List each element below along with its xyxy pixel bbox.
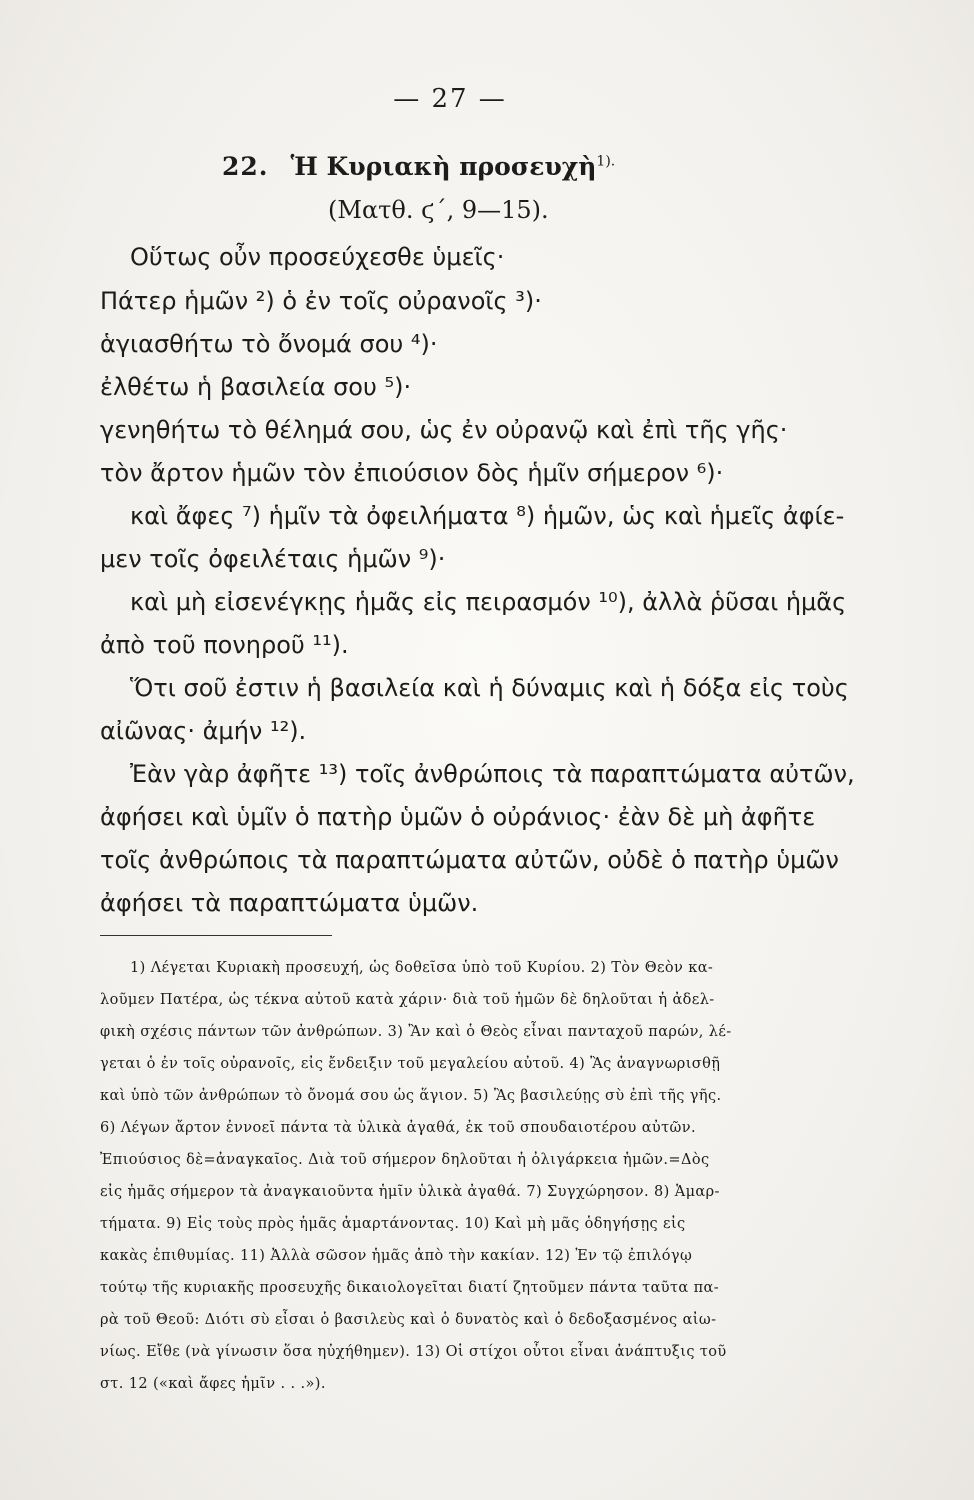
text-line: τοῖς ἀνθρώποις τὰ παραπτώματα αὐτῶν, οὐδὲ ὁ πατὴρ ὑμῶν <box>100 846 839 874</box>
text-line: Οὕτως οὖν προσεύχεσθε ὑμεῖς· <box>130 243 505 271</box>
text-line: ἀπὸ τοῦ πονηροῦ ¹¹). <box>100 631 349 659</box>
footnote-separator <box>100 935 332 936</box>
footnote-line: τούτῳ τῆς κυριακῆς προσευχῆς δικαιολογεῖται διατί ζητοῦμεν πάντα ταῦτα πα- <box>100 1280 720 1296</box>
text-line: τὸν ἄρτον ἡμῶν τὸν ἐπιούσιον δὸς ἡμῖν σήμερον ⁶)· <box>100 459 724 487</box>
footnote-line: 1) Λέγεται Κυριακὴ προσευχή, ὡς δοθεῖσα ὑπὸ τοῦ Κυρίου. 2) Τὸν Θεὸν κα- <box>130 960 714 976</box>
page-number: — 27 — <box>393 84 507 114</box>
footnote-line: τήματα. 9) Εἰς τοὺς πρὸς ἡμᾶς ἁμαρτάνοντας. 10) Καὶ μὴ μᾶς ὁδηγήσῃς εἰς <box>100 1216 686 1232</box>
heading-footnote-marker: 1). <box>596 153 616 170</box>
text-line: Ἐὰν γὰρ ἀφῆτε ¹³) τοῖς ἀνθρώποις τὰ παραπτώματα αὐτῶν, <box>130 760 855 788</box>
section-heading <box>222 152 615 181</box>
text-line: καὶ ἄφες ⁷) ἡμῖν τὰ ὀφειλήματα ⁸) ἡμῶν, ὡς καὶ ἡμεῖς ἀφίε- <box>130 502 845 530</box>
text-line: ἁγιασθήτω τὸ ὄνομά σου ⁴)· <box>100 330 438 358</box>
footnote-line: Ἐπιούσιος δὲ=ἀναγκαῖος. Διὰ τοῦ σήμερον δηλοῦται ἡ ὀλιγάρκεια ἡμῶν.=Δὸς <box>100 1152 710 1168</box>
footnote-line: νίως. Εἴθε (νὰ γίνωσιν ὅσα ηὐχήθημεν). 13) Οἱ στίχοι οὗτοι εἶναι ἀνάπτυξις τοῦ <box>100 1344 727 1360</box>
section-title: Ἡ Κυριακὴ προσευχὴ <box>290 152 597 181</box>
scripture-reference: (Ματθ. ϛ΄, 9—15). <box>328 196 549 224</box>
text-line: ἀφήσει τὰ παραπτώματα ὑμῶν. <box>100 889 479 917</box>
text-line: ἐλθέτω ἡ βασιλεία σου ⁵)· <box>100 373 412 401</box>
footnote-line: κακὰς ἐπιθυμίας. 11) Ἀλλὰ σῶσον ἡμᾶς ἀπὸ τὴν κακίαν. 12) Ἐν τῷ ἐπιλόγῳ <box>100 1248 693 1264</box>
text-line: Ὅτι σοῦ ἐστιν ἡ βασιλεία καὶ ἡ δύναμις καὶ ἡ δόξα εἰς τοὺς <box>130 674 849 702</box>
footnote-line: γεται ὁ ἐν τοῖς οὐρανοῖς, εἰς ἔνδειξιν τοῦ μεγαλείου αὐτοῦ. 4) Ἂς ἀναγνωρισθῇ <box>100 1056 721 1072</box>
footnote-line: καὶ ὑπὸ τῶν ἀνθρώπων τὸ ὄνομά σου ὡς ἅγιον. 5) Ἂς βασιλεύῃς σὺ ἐπὶ τῆς γῆς. <box>100 1088 722 1104</box>
text-line: μεν τοῖς ὀφειλέταις ἡμῶν ⁹)· <box>100 545 446 573</box>
footnote-line: 6) Λέγων ἄρτον ἐννοεῖ πάντα τὰ ὑλικὰ ἀγαθά, ἐκ τοῦ σπουδαιοτέρου αὐτῶν. <box>100 1120 696 1136</box>
footnote-line: φικὴ σχέσις πάντων τῶν ἀνθρώπων. 3) Ἂν καὶ ὁ Θεὸς εἶναι πανταχοῦ παρών, λέ- <box>100 1024 732 1040</box>
text-line: καὶ μὴ εἰσενέγκῃς ἡμᾶς εἰς πειρασμόν ¹⁰), ἀλλὰ ῥῦσαι ἡμᾶς <box>130 588 847 616</box>
footnote-line: εἰς ἡμᾶς σήμερον τὰ ἀναγκαιοῦντα ἡμῖν ὑλικὰ ἀγαθά. 7) Συγχώρησον. 8) Ἁμαρ- <box>100 1184 720 1200</box>
footnote-line: στ. 12 («καὶ ἄφες ἡμῖν . . .»). <box>100 1376 326 1392</box>
text-line: ἀφήσει καὶ ὑμῖν ὁ πατὴρ ὑμῶν ὁ οὐράνιος· ἐὰν δὲ μὴ ἀφῆτε <box>100 803 816 831</box>
footnote-line: λοῦμεν Πατέρα, ὡς τέκνα αὐτοῦ κατὰ χάριν· διὰ τοῦ ἡμῶν δὲ δηλοῦται ἡ ἀδελ- <box>100 992 715 1008</box>
section-number: 22. <box>222 152 269 181</box>
text-line: γενηθήτω τὸ θέλημά σου, ὡς ἐν οὐρανῷ καὶ ἐπὶ τῆς γῆς· <box>100 416 788 444</box>
text-line: Πάτερ ἡμῶν ²) ὁ ἐν τοῖς οὐρανοῖς ³)· <box>100 287 542 315</box>
text-line: αἰῶνας· ἀμήν ¹²). <box>100 717 307 745</box>
footnote-line: ρὰ τοῦ Θεοῦ: Διότι σὺ εἶσαι ὁ βασιλεὺς καὶ ὁ δυνατὸς καὶ ὁ δεδοξασμένος αἰω- <box>100 1312 717 1328</box>
